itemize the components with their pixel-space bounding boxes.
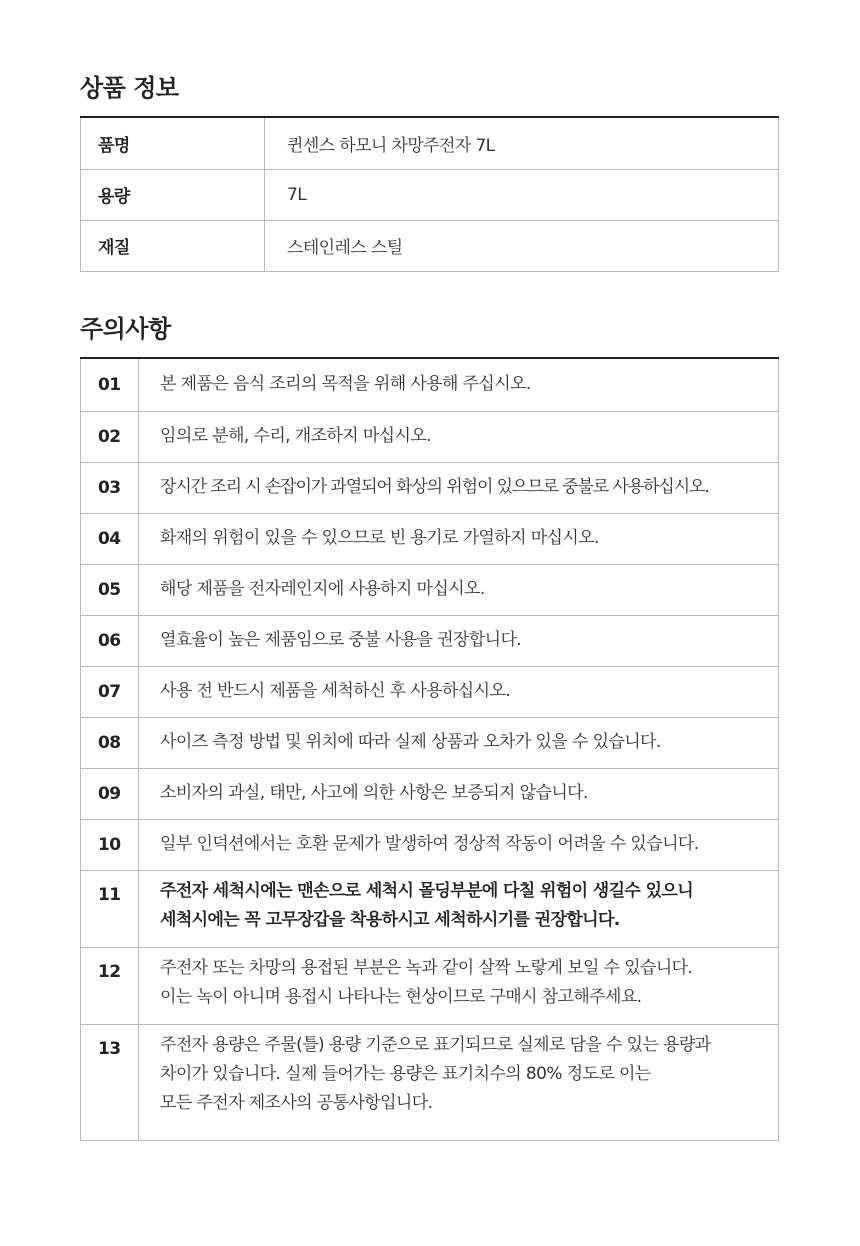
info-label: 재질 — [81, 220, 265, 271]
caution-text — [139, 513, 779, 564]
caution-row — [81, 768, 779, 819]
caution-row — [81, 947, 779, 1024]
caution-line: 화재의 위험이 있을 수 있으므로 빈 용기로 가열하지 마십시오. — [160, 528, 599, 548]
caution-line: 세척시에는 꼭 고무장갑을 착용하시고 세척하시기를 권장합니다. — [160, 909, 620, 930]
caution-number: 01 — [81, 358, 139, 411]
caution-line: 모든 주전자 제조사의 공통사항입니다. — [160, 1092, 433, 1113]
caution-text — [139, 768, 779, 819]
caution-row — [81, 462, 779, 513]
caution-line: 소비자의 과실, 태만, 사고에 의한 사항은 보증되지 않습니다. — [160, 783, 588, 803]
caution-line: 사용 전 반드시 제품을 세척하신 후 사용하십시오. — [160, 681, 511, 701]
caution-line: 사이즈 측정 방법 및 위치에 따라 실제 상품과 오차가 있을 수 있습니다. — [160, 732, 661, 752]
caution-row — [81, 615, 779, 666]
caution-row — [81, 358, 779, 411]
caution-text — [139, 462, 779, 513]
info-value: 퀸센스 하모니 차망주전자 7L — [265, 117, 779, 169]
caution-number: 08 — [81, 717, 139, 768]
caution-row — [81, 666, 779, 717]
caution-text — [139, 666, 779, 717]
caution-row — [81, 819, 779, 870]
caution-number: 13 — [81, 1024, 139, 1140]
caution-number: 10 — [81, 819, 139, 870]
caution-line: 본 제품은 음식 조리의 목적을 위해 사용해 주십시오. — [160, 374, 531, 395]
caution-line: 주전자 용량은 주물(틀) 용량 기준으로 표기되므로 실제로 담을 수 있는 용량과 — [160, 1034, 711, 1055]
info-value: 7L — [265, 169, 779, 220]
caution-line: 주전자 세척시에는 맨손으로 세척시 몰딩부분에 다칠 위험이 생길수 있으니 — [160, 880, 694, 901]
caution-row — [81, 717, 779, 768]
caution-number: 07 — [81, 666, 139, 717]
caution-text — [139, 870, 779, 947]
caution-text — [139, 1024, 779, 1140]
caution-line: 주전자 또는 차망의 용접된 부분은 녹과 같이 살짝 노랗게 보일 수 있습니다. — [160, 957, 693, 978]
caution-text — [139, 564, 779, 615]
caution-row — [81, 513, 779, 564]
caution-line: 이는 녹이 아니며 용접시 나타나는 현상이므로 구매시 참고해주세요. — [160, 986, 642, 1007]
caution-number: 09 — [81, 768, 139, 819]
caution-row — [81, 411, 779, 462]
info-row-material — [81, 220, 779, 271]
caution-row — [81, 1024, 779, 1140]
caution-row — [81, 564, 779, 615]
info-label: 품명 — [81, 117, 265, 169]
caution-table — [80, 357, 779, 1141]
info-label: 용량 — [81, 169, 265, 220]
caution-line: 일부 인덕션에서는 호환 문제가 발생하여 정상적 작동이 어려울 수 있습니다. — [160, 834, 699, 854]
caution-number: 04 — [81, 513, 139, 564]
caution-line: 임의로 분해, 수리, 개조하지 마십시오. — [160, 426, 431, 446]
caution-text — [139, 819, 779, 870]
caution-text — [139, 947, 779, 1024]
caution-text — [139, 411, 779, 462]
caution-number: 11 — [81, 870, 139, 947]
caution-number: 03 — [81, 462, 139, 513]
caution-line: 열효율이 높은 제품임으로 중불 사용을 권장합니다. — [160, 630, 522, 650]
caution-number: 02 — [81, 411, 139, 462]
caution-line: 장시간 조리 시 손잡이가 과열되어 화상의 위험이 있으므로 중불로 사용하십시오. — [160, 477, 709, 497]
product-info-title: 상품 정보 — [80, 74, 179, 102]
info-value: 스테인레스 스틸 — [265, 220, 779, 271]
caution-title: 주의사항 — [80, 315, 171, 343]
caution-text — [139, 615, 779, 666]
caution-line: 차이가 있습니다. 실제 들어가는 용량은 표기치수의 80% 정도로 이는 — [160, 1063, 651, 1084]
caution-row — [81, 870, 779, 947]
caution-text — [139, 358, 779, 411]
info-row-capacity — [81, 169, 779, 220]
caution-number: 12 — [81, 947, 139, 1024]
caution-line: 해당 제품을 전자레인지에 사용하지 마십시오. — [160, 579, 485, 599]
caution-number: 05 — [81, 564, 139, 615]
caution-number: 06 — [81, 615, 139, 666]
caution-text — [139, 717, 779, 768]
info-row-name — [81, 117, 779, 169]
product-info-table — [80, 116, 779, 272]
